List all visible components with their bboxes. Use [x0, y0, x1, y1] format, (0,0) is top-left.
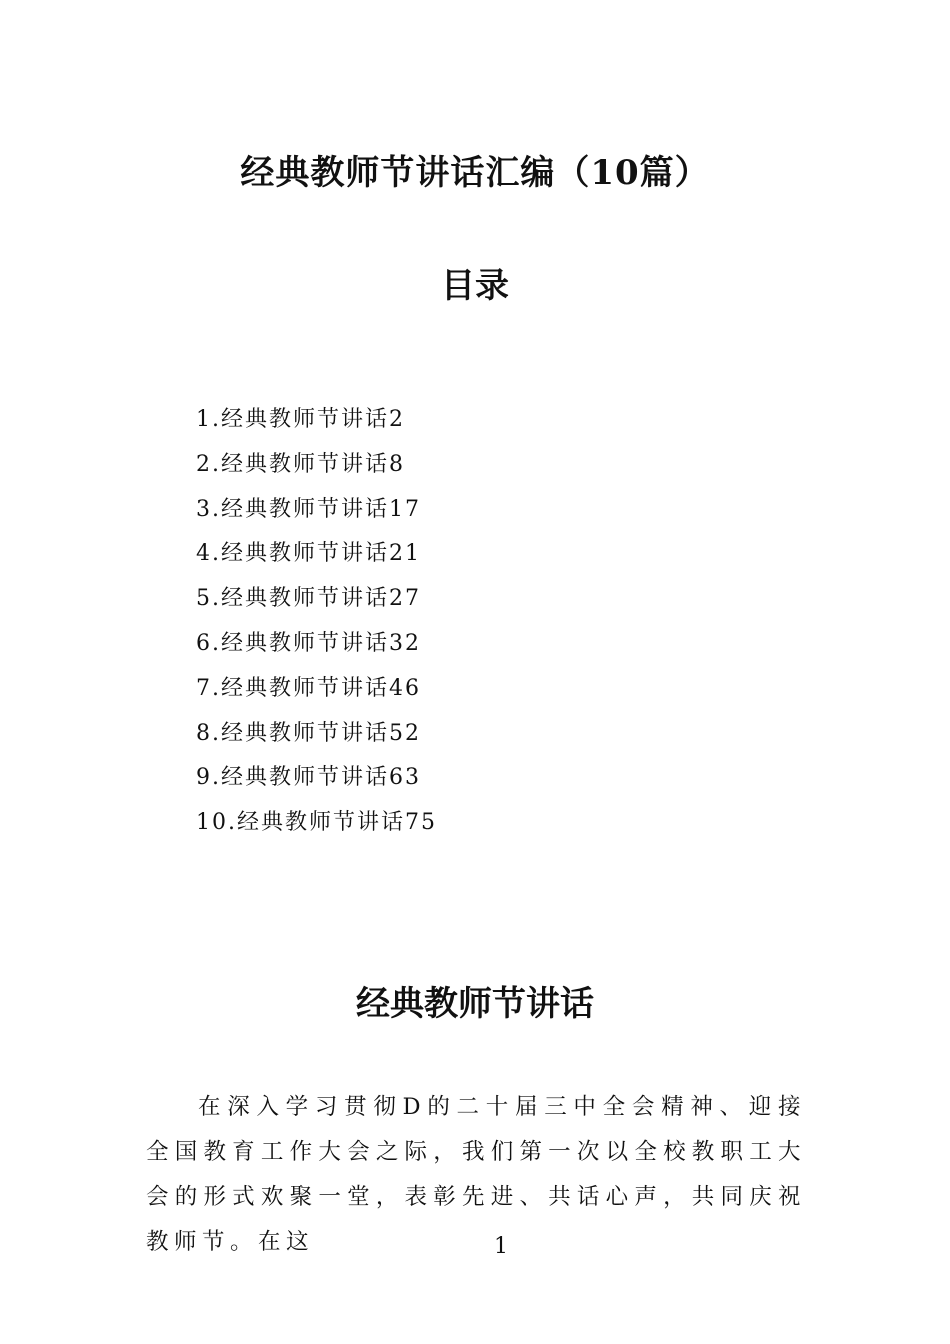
toc-item-page: 63: [389, 765, 422, 791]
toc-item[interactable]: [196, 443, 437, 488]
toc-item-number: 7.: [196, 675, 221, 701]
toc-item-page: 21: [389, 541, 422, 567]
toc-item[interactable]: [196, 801, 437, 846]
toc-item-label: 经典教师节讲话: [221, 541, 390, 567]
toc-item-label: 经典教师节讲话: [221, 630, 390, 656]
document-title: 经典教师节讲话汇编（10篇）: [240, 152, 710, 193]
body-paragraph: 在深入学习贯彻D的二十届三中全会精神、迎接全国教育工作大会之际，我们第一次以全校教职工大会的形式欢聚一堂，表彰先进、共话心声，共同庆祝教师节。在这: [146, 1094, 806, 1255]
toc-item[interactable]: [196, 622, 437, 667]
toc-item-label: 经典教师节讲话: [221, 765, 390, 791]
toc-item[interactable]: [196, 488, 437, 533]
toc-item-number: 10.: [196, 810, 237, 836]
toc-item-number: 5.: [196, 586, 221, 612]
toc-item-page: 75: [405, 810, 438, 836]
toc-item[interactable]: [196, 667, 437, 712]
toc-item-label: 经典教师节讲话: [221, 496, 390, 522]
toc-item[interactable]: [196, 577, 437, 622]
toc-item-page: 27: [389, 586, 422, 612]
toc-item-number: 8.: [196, 720, 221, 746]
toc-item-label: 经典教师节讲话: [221, 407, 390, 432]
toc-item-page: 46: [389, 675, 422, 701]
toc-item[interactable]: [196, 532, 437, 577]
toc-item[interactable]: [196, 398, 437, 443]
toc-item-number: 1.: [196, 407, 221, 432]
toc-item-label: 经典教师节讲话: [221, 720, 390, 746]
toc-item-number: 3.: [196, 496, 221, 522]
toc-item-page: 32: [389, 630, 422, 656]
toc-item-page: 52: [389, 720, 422, 746]
section-title: 经典教师节讲话: [356, 984, 594, 1025]
toc-item-number: 4.: [196, 541, 221, 567]
toc-item[interactable]: [196, 756, 437, 801]
table-of-contents: [196, 398, 437, 846]
toc-heading: 目录: [441, 266, 509, 306]
toc-item-number: 6.: [196, 630, 221, 656]
toc-item-page: 17: [389, 496, 422, 522]
toc-item-label: 经典教师节讲话: [221, 675, 390, 701]
toc-item-label: 经典教师节讲话: [221, 586, 390, 612]
toc-item[interactable]: [196, 712, 437, 757]
toc-item-number: 2.: [196, 451, 221, 477]
toc-item-label: 经典教师节讲话: [237, 810, 406, 836]
toc-item-page: 8: [389, 451, 406, 477]
toc-item-page: 2: [389, 407, 406, 432]
toc-item-number: 9.: [196, 765, 221, 791]
toc-item-label: 经典教师节讲话: [221, 451, 390, 477]
page-number: 1: [494, 1234, 508, 1259]
